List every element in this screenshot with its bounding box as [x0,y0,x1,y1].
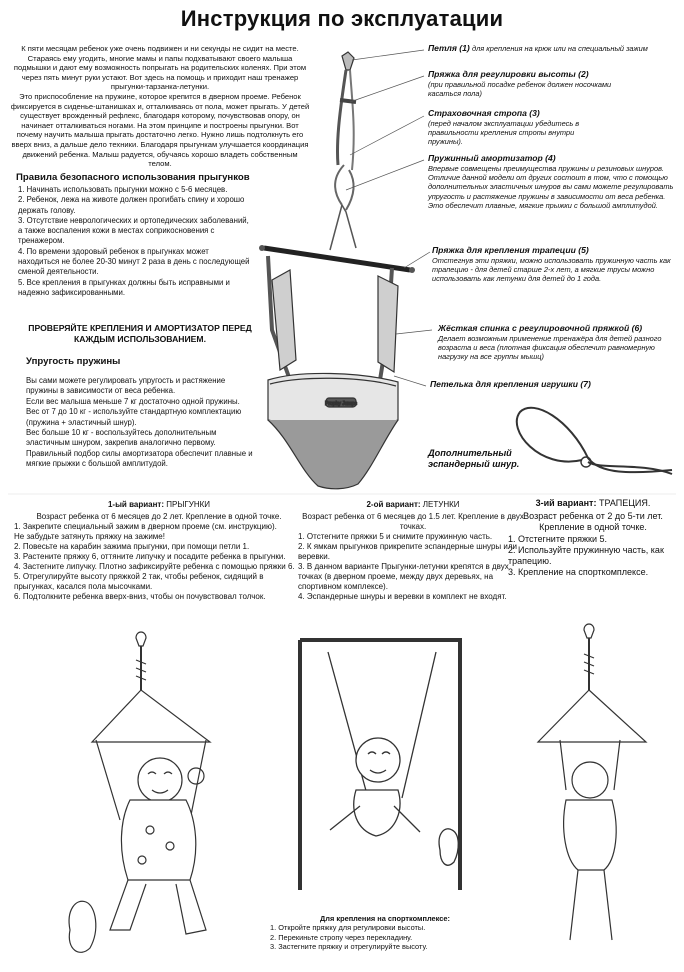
product-label: Prophy Jumps [325,401,357,407]
spring-line: Правильный подбор силы амортизатора обеспечит плавные и мягкие прыжки с большой амплитудой. [26,448,253,469]
spring-line: Вес больше 10 кг - воспользуйтесь дополнительным эластичным шнуром, закрепив аналогично первому. [26,428,217,448]
sport-complex-instructions [270,914,500,952]
callout-sub: Впервые совмещены преимущества пружины и резиновых шнуров. Отличие данной модели от других состоит в том, что с помощью дополнительных эластичных шнуров вы сами можете регулировать упругость и растяжение пружины в зависимости от веса ребенка. Это обеспечит плавные, мягкие прыжки с большой амплитудой. [428,163,674,211]
callout-sub: (перед началом эксплуатации убедитесь в правильности крепления стропы внутри пружины). [428,118,580,147]
intro-paragraph: Это приспособление на пружине, которое крепится в дверном проеме. Ребенок фиксируется в сиденье-штанишках и, отталкиваясь от пола, может прыгать. У детей существует врожденный рефлекс, благодаря которому, почувствовав опору, он начинает отталкиваться ногами. На этом принципе и построены прыгунки. Вот почему научить малыша прыгать достаточно легко. Нужно лишь подтолкнуть его вверх вниз, а дальше дело техники. Благодаря прыгункам улучшается координация движений ребенка. Малыш радуется, обучаясь хорошо владеть собственным телом. [10,91,310,169]
jumper-strap-illustration [330,52,356,250]
variant-name: ЛЕТУНКИ [422,500,460,509]
callout-label: Страховочная стропа (3) [428,108,540,118]
list-item: 3. Крепление на спорткомплексе. [508,567,649,578]
list-item: 2. Повесьте на карабин зажима прыгунки, при помощи петли 1. [14,542,250,551]
list-item: 3. Растените пряжку 6, оттяните липучку и посадите ребенка в прыгунки. [14,552,286,561]
callout-height-buckle [428,70,628,98]
jumper-seat-illustration [268,256,398,489]
list-item: 1. Закрепите специальный зажим в дверном проеме (см. инструкцию). [14,522,277,531]
list-item: 6. Подтолкните ребенка вверх-вниз, чтобы он почувствовал толчок. [14,592,266,601]
list-item: 1. Начинать использовать прыгунки можно с 5-6 месяцев. [18,185,228,194]
callout-loop [428,44,678,54]
intro-text [10,44,310,169]
safety-list [18,185,250,298]
list-item: 2. Перекиньте стропу через перекладину. [270,932,413,942]
variant-name: ТРАПЕЦИЯ. [598,498,651,508]
variant-num: 2-ой вариант: [366,500,421,509]
list-item: 1. Откройте пряжку для регулировки высоты. [270,923,426,933]
variant-3-illustration [538,624,646,940]
variant-1-illustration [69,632,210,952]
variant-1 [14,500,304,602]
variant-steps [508,534,678,579]
callout-label: Петелька для крепления игрушки (7) [430,379,591,389]
sport-title: Для крепления на спорткомплексе: [320,914,450,923]
callout-sub: (при правильной посадке ребенок должен носочками касаться пола) [428,79,612,98]
variant-2 [298,500,528,602]
callout-sub: Делает возможным применение тренажёра для детей разного возраста и веса (плотная фиксация обеспечит равномерную нагрузку на все группы мышц) [438,333,662,362]
list-item: 4. Застегните липучку. Плотно зафиксируйте ребенка с помощью пряжки 6. [14,562,295,571]
variant-name: ПРЫГУНКИ [166,500,211,509]
list-item: 2. К ямкам прыгунков прикрепите эспандерные шнуры или веревки. [298,542,517,561]
safety-heading: Правила безопасного использования прыгунков [16,172,250,183]
list-item: 3. В данном варианте Прыгунки-летунки крепятся в двух точках (в дверном проеме, между двух деревьях, на спортивном комплексе). [298,562,509,591]
spring-line: Если вес малыша меньше 7 кг достаточно одной пружины. [26,396,240,406]
list-item: 5. Отрегулируйте высоту пряжкой 2 так, чтобы ребенок, сидящий в прыгунках, касался пола мысочками. [14,572,264,591]
list-item: 5. Все крепления в прыгунках должны быть исправными и надежно зафиксированными. [18,277,230,297]
extra-cord-label: Дополнительный эспандерный шнур. [428,448,520,469]
list-item: 3. Отсутствие неврологических и ортопедических заболеваний, а также воспаления кожи в местах соприкосновения с тренажером. [18,215,249,246]
list-item: 3. Застегните пряжку и отрегулируйте высоту. [270,942,428,952]
callout-toy-loop [430,380,670,390]
callout-label: Пряжка для крепления трапеции (5) [432,245,589,255]
variant-num: 3-ий вариант: [535,498,597,508]
callout-safety-strap [428,109,588,147]
list-item: 4. Эспандерные шнуры и веревки в комплект не входят. [298,592,507,601]
callout-sub: для крепления на крюк или на специальный зажим [472,44,648,53]
variant-age: Возраст ребенка от 2 до 5-ти лет. Крепление в одной точке. [523,511,663,533]
list-item: 2. Ребенок, лежа на животе должен прогибать спину и хорошо держать голову. [18,195,245,215]
spring-text [26,376,256,470]
safety-warning: ПРОВЕРЯЙТЕ КРЕПЛЕНИЯ И АМОРТИЗАТОР ПЕРЕД КАЖДЫМ ИСПОЛЬЗОВАНИЕМ. [28,323,252,344]
page-title: Инструкция по эксплуатации [180,6,504,31]
variant-age: Возраст ребенка от 6 месяцев до 1.5 лет. Крепление в двух точках. [302,512,524,531]
spring-line: Вы сами можете регулировать упругость и растяжение пружины в зависимости от веса ребенка. [26,376,226,396]
callout-label: Жёсткая спинка с регулировочной пряжкой (6) [438,323,643,333]
callout-label: Петля (1) [428,43,470,53]
variant-2-illustration [300,640,460,890]
variant-3 [508,498,678,578]
variant-age: Возраст ребенка от 6 месяцев до 2 лет. Крепление в одной точке. [36,512,282,521]
variant-num: 1-ый вариант: [107,500,164,509]
list-item: 4. По времени здоровый ребенок в прыгунках может находиться не более 20-30 минут 2 раза в день с последующей сменой деятельности. [18,246,250,277]
extra-cord-illustration [517,408,672,474]
sport-steps [270,923,500,951]
list-item: 2. Используйте пружинную часть, как трапецию. [508,544,664,567]
variant-steps [14,522,304,602]
callout-spring-shock [428,154,678,211]
callout-sub: Отстегнув эти пряжки, можно использовать пружинную часть как трапецию - для детей старше 2-х лет, а мягкие трусы можно использовать как летунки для детей до 1 года. [432,255,671,284]
callout-label: Пряжка для регулировки высоты (2) [428,69,589,79]
list-item: Не забудьте затянуть пряжку на зажиме! [14,532,165,541]
spring-line: Вес от 7 до 10 кг - используйте стандартную комплектацию (пружина + эластичный шнур). [26,407,242,427]
callout-rigid-back [438,324,678,362]
list-item: 1. Отстегните пряжки 5 и снимите пружинную часть. [298,532,493,541]
callout-trapeze-buckle [432,246,672,284]
intro-paragraph: К пяти месяцам ребенок уже очень подвижен и ни секунды не сидит на месте. Стараясь ему угодить, многие мамы и папы подхватывают своего малыша подмышки и дают ему возможность попрыгать на родительских коленях. При этом через пять минут руки устают. Вот здесь на помощь и приходит наш тренажер прыгунки-тарзанка-летунки. [13,44,307,92]
callout-label: Пружинный амортизатор (4) [428,153,556,163]
variant-steps [298,532,528,602]
list-item: 1. Отстегните пряжки 5. [508,533,608,544]
spring-heading: Упругость пружины [26,356,121,367]
